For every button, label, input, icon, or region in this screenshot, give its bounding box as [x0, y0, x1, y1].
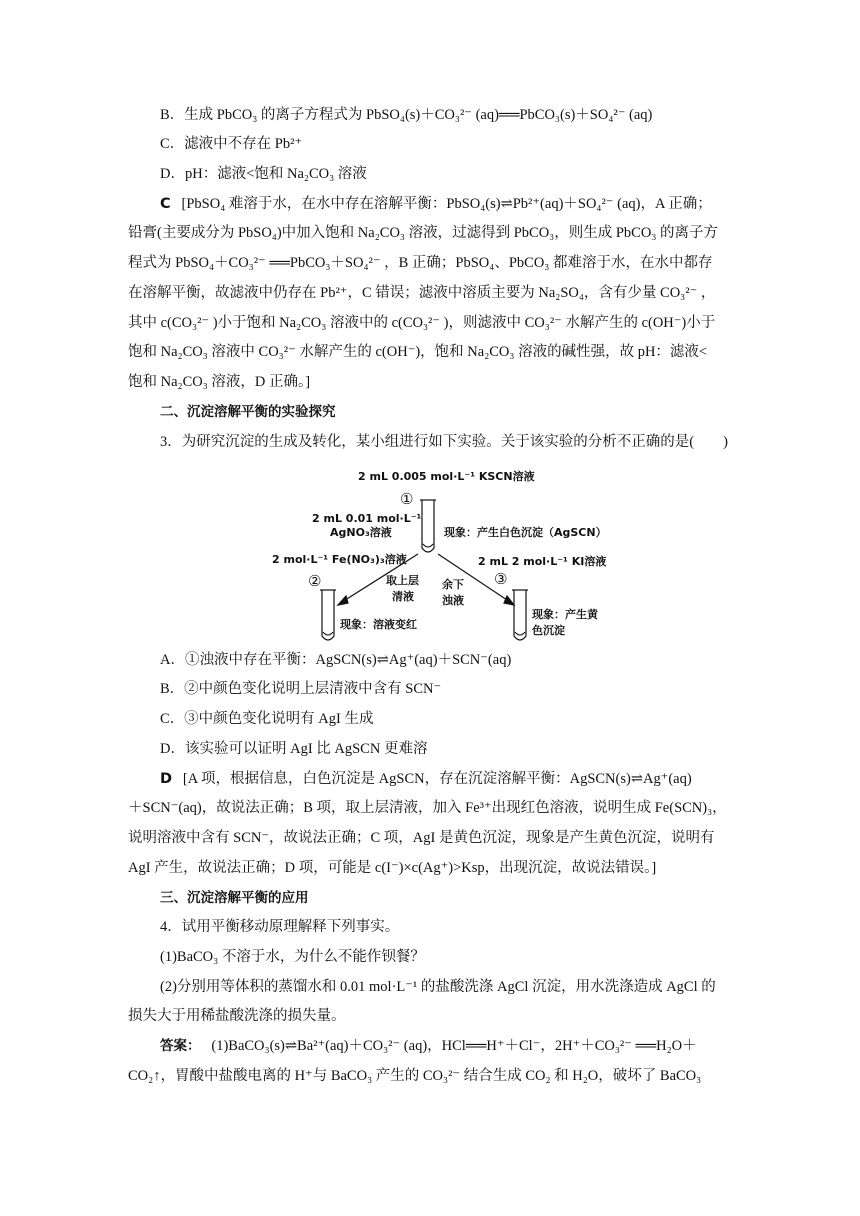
- test-tube-3: [512, 590, 528, 640]
- explanation-3-line-1: D [A 项，根据信息，白色沉淀是 AgSCN，存在沉淀溶解平衡：AgSCN(s)⇌Ag⁺(aq): [160, 771, 692, 787]
- answer-letter: D: [160, 771, 173, 787]
- tube-2-number: ②: [308, 572, 322, 590]
- test-tube-2: [320, 590, 336, 640]
- phenomenon-3-label-2: 色沉淀: [532, 624, 565, 637]
- agno3-label-1: 2 mL 0.01 mol·L⁻¹: [312, 512, 422, 525]
- fe-reagent-label: 2 mol·L⁻¹ Fe(NO₃)₃溶液: [272, 553, 407, 566]
- answer-4-line-1: 答案： (1)BaCO₃(s)⇌Ba²⁺(aq)＋CO₃²⁻ (aq)，HCl══H⁺＋Cl⁻，2H⁺＋CO₃²⁻ ══H₂O＋: [160, 1038, 697, 1054]
- phenomenon-2-label: 现象：溶液变红: [340, 618, 417, 631]
- answer-4-line-2: CO₂↑，胃酸中盐酸电离的 H⁺与 BaCO₃ 产生的 CO₃²⁻ 结合生成 CO₂ 和 H₂O，破坏了 BaCO₃: [128, 1068, 702, 1084]
- explanation-3-line-3: 说明溶液中含有 SCN⁻，故说法正确；C 项，AgI 是黄色沉淀，现象是产生黄色沉淀，说明有: [128, 830, 715, 846]
- remain-label-1: 余下: [442, 578, 464, 591]
- explanation-3-line-4: AgI 产生，故说法正确；D 项，可能是 c(I⁻)×c(Ag⁺)>Ksp，出现沉淀，故说法错误。]: [128, 860, 657, 876]
- phenomenon-3-label-1: 现象：产生黄: [532, 608, 598, 621]
- explanation-line-5: 其中 c(CO₃²⁻ )小于饱和 Na₂CO₃ 溶液中的 c(CO₃²⁻ )，则滤液中 CO₃²⁻ 水解产生的 c(OH⁻)小于: [128, 315, 716, 331]
- answer-letter: C: [160, 196, 171, 212]
- phenomenon-1-label: 现象：产生白色沉淀（AgSCN）: [444, 526, 607, 539]
- option-b-line: B．生成 PbCO₃ 的离子方程式为 PbSO₄(s)＋CO₃²⁻ (aq)══PbCO₃(s)＋SO₄²⁻ (aq): [160, 107, 653, 123]
- explanation-line-2: 铅膏(主要成分为 PbSO₄)中加入饱和 Na₂CO₃ 溶液，过滤得到 PbCO₃，则生成 PbCO₃ 的离子方: [128, 225, 718, 241]
- question-4-stem: 4．试用平衡移动原理解释下列事实。: [160, 919, 400, 935]
- question-4-part-1: (1)BaCO₃ 不溶于水，为什么不能作钡餐？: [160, 949, 425, 965]
- take-upper-label-1: 取上层: [386, 574, 419, 587]
- tube-1-number: ①: [400, 490, 414, 508]
- tube-3-number: ③: [494, 570, 508, 588]
- test-tube-1: [420, 500, 436, 552]
- agno3-label-2: AgNO₃溶液: [330, 526, 392, 539]
- top-reagent-label: 2 mL 0.005 mol·L⁻¹ KSCN溶液: [358, 470, 535, 483]
- section-heading-2: 二、沉淀溶解平衡的实验探究: [160, 404, 336, 420]
- experiment-diagram: [272, 468, 620, 648]
- question-3-option-d: D．该实验可以证明 AgI 比 AgSCN 更难溶: [160, 741, 428, 757]
- question-4-part-2-line-1: (2)分别用等体积的蒸馏水和 0.01 mol·L⁻¹ 的盐酸洗涤 AgCl 沉淀，用水洗涤造成 AgCl 的: [160, 979, 716, 995]
- option-d-line: D．pH：滤液<饱和 Na₂CO₃ 溶液: [160, 166, 367, 182]
- explanation-line-6: 饱和 Na₂CO₃ 溶液中 CO₃²⁻ 水解产生的 c(OH⁻)，饱和 Na₂CO₃ 溶液的碱性强，故 pH：滤液<: [128, 344, 708, 360]
- explanation-line-7: 饱和 Na₂CO₃ 溶液，D 正确。]: [128, 374, 311, 390]
- answer-label: 答案：: [160, 1038, 201, 1054]
- section-heading-3: 三、沉淀溶解平衡的应用: [160, 890, 309, 906]
- question-4-part-2-line-2: 损失大于用稀盐酸洗涤的损失量。: [128, 1008, 346, 1024]
- explanation-line-3: 程式为 PbSO₄＋CO₃²⁻ ══PbCO₃＋SO₄²⁻ ，B 正确；PbSO₄、PbCO₃ 都难溶于水，在水中都存: [128, 255, 713, 271]
- question-3-option-a: A．①浊液中存在平衡：AgSCN(s)⇌Ag⁺(aq)＋SCN⁻(aq): [160, 652, 512, 668]
- explanation-line-1: C [PbSO₄ 难溶于水，在水中存在溶解平衡：PbSO₄(s)⇌Pb²⁺(aq)＋SO₄²⁻ (aq)，A 正确；: [160, 196, 712, 212]
- question-3-option-c: C．③中颜色变化说明有 AgI 生成: [160, 711, 374, 727]
- explanation-line-4: 在溶解平衡，故滤液中仍存在 Pb²⁺，C 错误；滤液中溶质主要为 Na₂SO₄，含有少量 CO₃²⁻ ，: [128, 285, 716, 301]
- take-upper-label-2: 清液: [392, 590, 414, 603]
- explanation-3-line-2: ＋SCN⁻(aq)，故说法正确；B 项，取上层清液，加入 Fe³⁺出现红色溶液，说明生成 Fe(SCN)₃，: [128, 800, 727, 816]
- option-c-line: C．滤液中不存在 Pb²⁺: [160, 136, 303, 152]
- question-3-stem: 3．为研究沉淀的生成及转化，某小组进行如下实验。关于该实验的分析不正确的是( ): [160, 434, 728, 450]
- remain-label-2: 浊液: [442, 594, 464, 607]
- question-3-option-b: B．②中颜色变化说明上层清液中含有 SCN⁻: [160, 681, 442, 697]
- ki-reagent-label: 2 mL 2 mol·L⁻¹ KI溶液: [478, 555, 607, 568]
